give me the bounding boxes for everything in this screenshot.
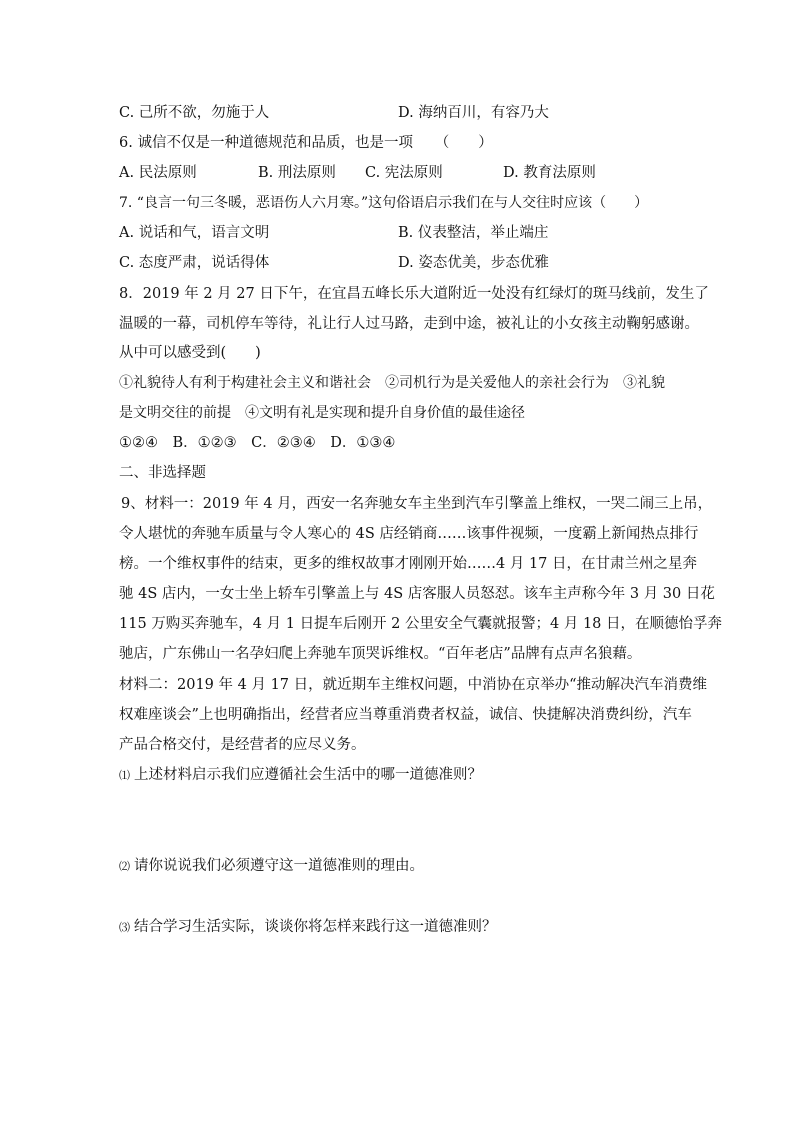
q5-option-c: C. 己所不欲，勿施于人: [119, 105, 270, 121]
q8-line-1: 8．2019 年 2 月 27 日下午，在宜昌五峰长乐大道附近一处没有红绿灯的斑马线前，发生了: [119, 286, 709, 302]
q9-material1-line-3: 榜。一个维权事件的结束，更多的维权故事才刚刚开始……4 月 17 日，在甘肃兰州之星奔: [119, 556, 698, 572]
q9-material2-line-3: 产品合格交付，是经营者的应尽义务。: [119, 737, 366, 753]
subquestion-1-text: 上述材料启示我们应遵循社会生活中的哪一道德准则？: [134, 767, 482, 783]
q9-subquestion-2: [119, 856, 424, 877]
q9-material2-line-2: 权难座谈会”上也明确指出，经营者应当尊重消费者权益，诚信、快捷解决消费纠纷，汽车: [119, 707, 692, 723]
q9-material2-line-1: 材料二：2019 年 4 月 17 日，就近期车主维权问题，中消协在京举办“推动解决汽车消费维: [119, 677, 708, 693]
q7-option-a: A. 说话和气，语言文明: [119, 225, 270, 241]
q6-option-d: D. 教育法原则: [503, 165, 596, 181]
q8-line-2: 温暖的一幕，司机停车等待，礼让行人过马路，走到中途，被礼让的小女孩主动鞠躬感谢。: [119, 316, 699, 332]
q8-statement-line-1: ①礼貌待人有利于构建社会主义和谐社会 ②司机行为是关爱他人的亲社会行为 ③礼貌: [119, 375, 665, 391]
q8-statement-line-2: 是文明交往的前提 ④文明有礼是实现和提升自身价值的最佳途径: [119, 405, 525, 421]
q9-material1-line-5: 115 万购买奔驰车，4 月 1 日提车后刚开 2 公里安全气囊就报警；4 月 18 日，在顺德怡孚奔: [119, 616, 723, 632]
q9-subquestion-3: [119, 917, 497, 938]
q6-option-b: B. 刑法原则: [258, 165, 336, 181]
q6-option-a: A. 民法原则: [119, 165, 197, 181]
subquestion-1-number: ⑴: [119, 769, 130, 782]
q7-option-b: B. 仪表整洁，举止端庄: [398, 225, 549, 241]
q9-material1-line-4: 驰 4S 店内，一女士坐上轿车引擎盖上与 4S 店客服人员怒怼。该车主声称今年 3 月 30 日花: [119, 586, 715, 602]
q5-option-d: D. 海纳百川，有容乃大: [398, 105, 549, 121]
subquestion-2-text: 请你说说我们必须遵守这一道德准则的理由。: [134, 858, 424, 874]
q7-stem: 7. “良言一句三冬暖，恶语伤人六月寒。”这句俗语启示我们在与人交往时应该（ ）: [119, 195, 649, 211]
q7-option-d: D. 姿态优美，步态优雅: [398, 255, 549, 271]
subquestion-3-number: ⑶: [119, 921, 130, 934]
q9-material1-line-1: 9、材料一：2019 年 4 月，西安一名奔驰女车主坐到汽车引擎盖上维权，一哭二闹三上吊，: [121, 496, 713, 512]
q9-subquestion-1: [119, 765, 482, 786]
q6-option-c: C. 宪法原则: [365, 165, 443, 181]
q6-stem: 6. 诚信不仅是一种道德规范和品质，也是一项 （ ）: [119, 135, 493, 151]
q8-line-3: 从中可以感受到( ): [119, 345, 261, 361]
q7-option-c: C. 态度严肃，说话得体: [119, 255, 270, 271]
q9-material1-line-2: 令人堪忧的奔驰车质量与令人寒心的 4S 店经销商……该事件视频，一度霸上新闻热点排行: [119, 526, 699, 542]
q9-material1-line-6: 驰店，广东佛山一名孕妇爬上奔驰车顶哭诉维权。“百年老店”品牌有点声名狼藉。: [119, 646, 642, 662]
section-title: 二、非选择题: [119, 465, 206, 481]
q8-options: ①②④ B．①②③ C．②③④ D．①③④: [119, 435, 396, 451]
subquestion-3-text: 结合学习生活实际，谈谈你将怎样来践行这一道德准则？: [134, 919, 497, 935]
subquestion-2-number: ⑵: [119, 860, 130, 873]
